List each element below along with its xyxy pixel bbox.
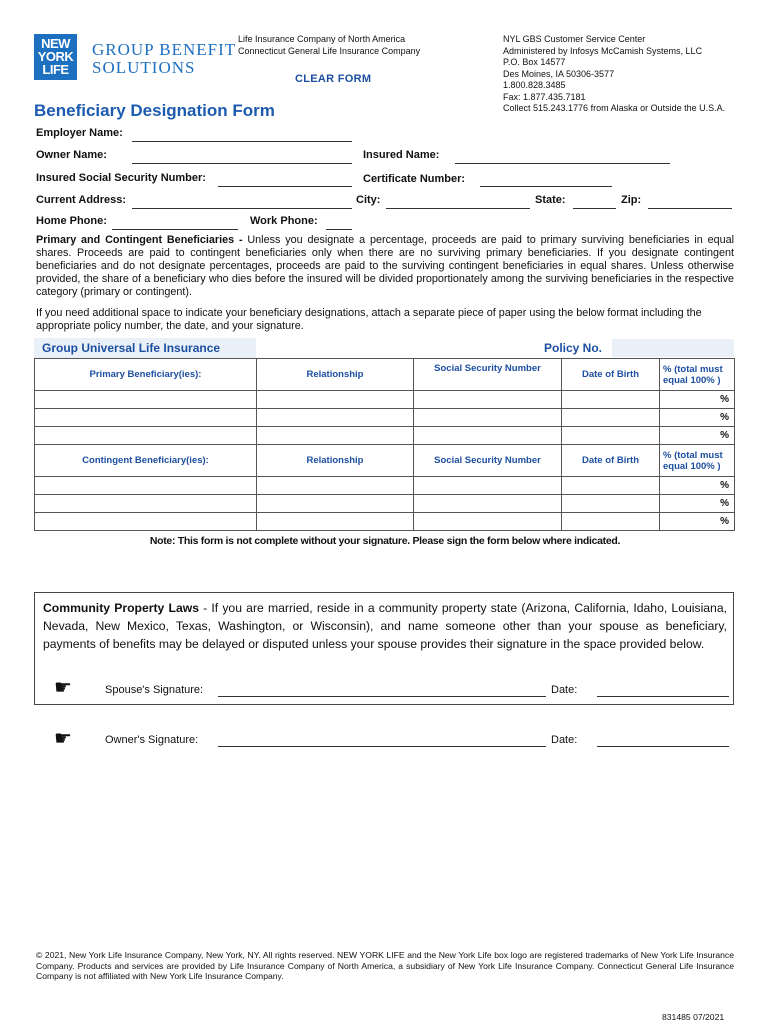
dob-cell[interactable] — [562, 427, 660, 445]
insured-ssn-field[interactable] — [218, 175, 352, 187]
logo-line: NEW — [41, 36, 70, 51]
relationship-cell[interactable] — [257, 495, 414, 513]
primary-beneficiary-table — [34, 358, 735, 531]
home-phone-label: Home Phone: — [36, 215, 107, 227]
additional-space-note: If you need additional space to indicate your beneficiary designations, attach a separate piece of paper using the below format including the appropriate policy number, the date, and your signature. — [36, 307, 702, 332]
table-row — [35, 495, 735, 513]
insured-name-field[interactable] — [455, 152, 670, 164]
plan-title: Group Universal Life Insurance — [34, 338, 256, 358]
current-address-field[interactable] — [132, 197, 352, 209]
policy-number-field[interactable] — [612, 339, 734, 357]
ssn-header: Social Security Number — [414, 359, 562, 391]
brand-name — [92, 41, 236, 77]
instructions-body: Unless you designate a percentage, proceeds are paid to primary surviving beneficiaries in equal shares. Proceeds are paid to contingent beneficiaries only when there are no surviving primary beneficiaries. If you designate contingent beneficiaries and do not designate percentages, proceeds are paid to the surviving contingent beneficiaries in equal shares. Unless otherwise provided, the share of a beneficiary who dies before the insured will be divided proportionately among the surviving beneficiaries in the respective category (primary or contingent). — [36, 234, 734, 298]
percent-cell[interactable]: % — [660, 513, 735, 531]
table-row — [35, 391, 735, 409]
beneficiary-name-cell[interactable] — [35, 409, 257, 427]
insured-ssn-label: Insured Social Security Number: — [36, 172, 206, 184]
insured-name-label: Insured Name: — [363, 149, 440, 161]
ssn-header: Social Security Number — [414, 445, 562, 477]
pointing-hand-icon: ☛ — [54, 677, 72, 699]
service-center-info — [503, 34, 725, 115]
table-row — [35, 513, 735, 531]
dob-cell[interactable] — [562, 391, 660, 409]
employer-name-label: Employer Name: — [36, 127, 123, 139]
contingent-beneficiary-header: Contingent Beneficiary(ies): — [35, 445, 257, 477]
service-line: NYL GBS Customer Service Center — [503, 34, 646, 44]
beneficiary-name-cell[interactable] — [35, 427, 257, 445]
current-address-label: Current Address: — [36, 194, 127, 206]
community-property-text — [43, 599, 727, 653]
table-row — [35, 409, 735, 427]
relationship-cell[interactable] — [257, 427, 414, 445]
ssn-cell[interactable] — [414, 391, 562, 409]
service-line: Fax: 1.877.435.7181 — [503, 91, 586, 102]
state-label: State: — [535, 194, 566, 206]
ssn-cell[interactable] — [414, 495, 562, 513]
certificate-number-label: Certificate Number: — [363, 173, 466, 185]
service-line: 1.800.828.3485 — [503, 80, 566, 90]
relationship-cell[interactable] — [257, 513, 414, 531]
dob-header: Date of Birth — [562, 445, 660, 477]
dob-cell[interactable] — [562, 513, 660, 531]
form-number: 831485 07/2021 — [662, 1012, 725, 1022]
beneficiary-name-cell[interactable] — [35, 495, 257, 513]
percent-cell[interactable]: % — [660, 409, 735, 427]
owner-date-label: Date: — [551, 734, 578, 746]
dob-cell[interactable] — [562, 477, 660, 495]
pointing-hand-icon: ☛ — [54, 728, 72, 750]
relationship-cell[interactable] — [257, 477, 414, 495]
state-field[interactable] — [573, 197, 616, 209]
dob-cell[interactable] — [562, 495, 660, 513]
community-property-lead: Community Property Laws — [43, 601, 199, 615]
spouse-signature-label: Spouse's Signature: — [105, 684, 204, 696]
percent-cell[interactable]: % — [660, 427, 735, 445]
spouse-signature-field[interactable] — [218, 685, 546, 697]
percent-cell[interactable]: % — [660, 391, 735, 409]
percent-header: % (total must equal 100% ) — [660, 359, 735, 391]
service-line: P.O. Box 14577 — [503, 57, 566, 67]
owner-name-label: Owner Name: — [36, 149, 107, 161]
owner-date-field[interactable] — [597, 735, 729, 747]
company-line: Life Insurance Company of North America — [238, 34, 406, 44]
brand-line-2: SOLUTIONS — [92, 58, 196, 77]
spouse-date-label: Date: — [551, 684, 578, 696]
work-phone-label: Work Phone: — [250, 215, 318, 227]
relationship-header: Relationship — [257, 445, 414, 477]
home-phone-field[interactable] — [112, 218, 238, 230]
beneficiary-name-cell[interactable] — [35, 391, 257, 409]
dob-cell[interactable] — [562, 409, 660, 427]
plan-section-header — [34, 338, 734, 358]
ssn-cell[interactable] — [414, 513, 562, 531]
percent-cell[interactable]: % — [660, 495, 735, 513]
ssn-cell[interactable] — [414, 477, 562, 495]
logo-line: YORK — [37, 49, 74, 64]
community-property-body: - If you are married, reside in a community property state (Arizona, California, Idaho, Louisiana, Nevada, New Mexico, Texas, Washington, or Wisconsin), and name someone other than your spouse as beneficiary, payments of benefits may be delayed or disputed unless your spouse provides their signature in the space provided below. — [43, 601, 727, 651]
owner-signature-label: Owner's Signature: — [105, 734, 199, 746]
new-york-life-logo — [34, 34, 77, 80]
percent-header: % (total must equal 100% ) — [660, 445, 735, 477]
beneficiary-name-cell[interactable] — [35, 513, 257, 531]
brand-line-1: GROUP BENEFIT — [92, 40, 237, 59]
logo-line: LIFE — [42, 62, 69, 77]
dob-header: Date of Birth — [562, 359, 660, 391]
company-info — [238, 34, 420, 57]
signature-note: Note: This form is not complete without your signature. Please sign the form below where indicated. — [149, 535, 621, 547]
relationship-cell[interactable] — [257, 391, 414, 409]
work-phone-field[interactable] — [326, 218, 352, 230]
spouse-date-field[interactable] — [597, 685, 729, 697]
owner-name-field[interactable] — [132, 152, 352, 164]
zip-label: Zip: — [621, 194, 642, 206]
percent-cell[interactable]: % — [660, 477, 735, 495]
copyright-footer: © 2021, New York Life Insurance Company, New York, NY. All rights reserved. NEW YORK LIFE and the New York Life box logo are registered trademarks of New York Life Insurance Company. Products and services are provided by Life Insurance Company of North America, a subsidiary of New York Life Insurance Company. Connecticut General Life Insurance Company is not affiliated with New York Life Insurance Company. — [36, 950, 734, 981]
ssn-cell[interactable] — [414, 409, 562, 427]
certificate-number-field[interactable] — [480, 175, 612, 187]
service-line: Administered by Infosys McCamish Systems, LLC — [503, 45, 703, 56]
city-label: City: — [356, 194, 381, 206]
relationship-header: Relationship — [257, 359, 414, 391]
employer-name-field[interactable] — [132, 130, 352, 142]
clear-form-button[interactable]: CLEAR FORM — [295, 73, 372, 85]
form-title: Beneficiary Designation Form — [34, 101, 275, 120]
relationship-cell[interactable] — [257, 409, 414, 427]
primary-beneficiary-header: Primary Beneficiary(ies): — [35, 359, 257, 391]
zip-field[interactable] — [648, 197, 732, 209]
service-line: Collect 515.243.1776 from Alaska or Outside the U.S.A. — [503, 103, 726, 113]
policy-number-label: Policy No. — [544, 341, 603, 355]
company-line: Connecticut General Life Insurance Company — [238, 45, 421, 56]
owner-signature-field[interactable] — [218, 735, 546, 747]
instructions-lead: Primary and Contingent Beneficiaries - — [36, 234, 248, 246]
table-row — [35, 477, 735, 495]
beneficiary-name-cell[interactable] — [35, 477, 257, 495]
table-row — [35, 427, 735, 445]
service-line: Des Moines, IA 50306-3577 — [503, 68, 615, 79]
ssn-cell[interactable] — [414, 427, 562, 445]
beneficiary-instructions — [36, 234, 734, 299]
city-field[interactable] — [386, 197, 530, 209]
